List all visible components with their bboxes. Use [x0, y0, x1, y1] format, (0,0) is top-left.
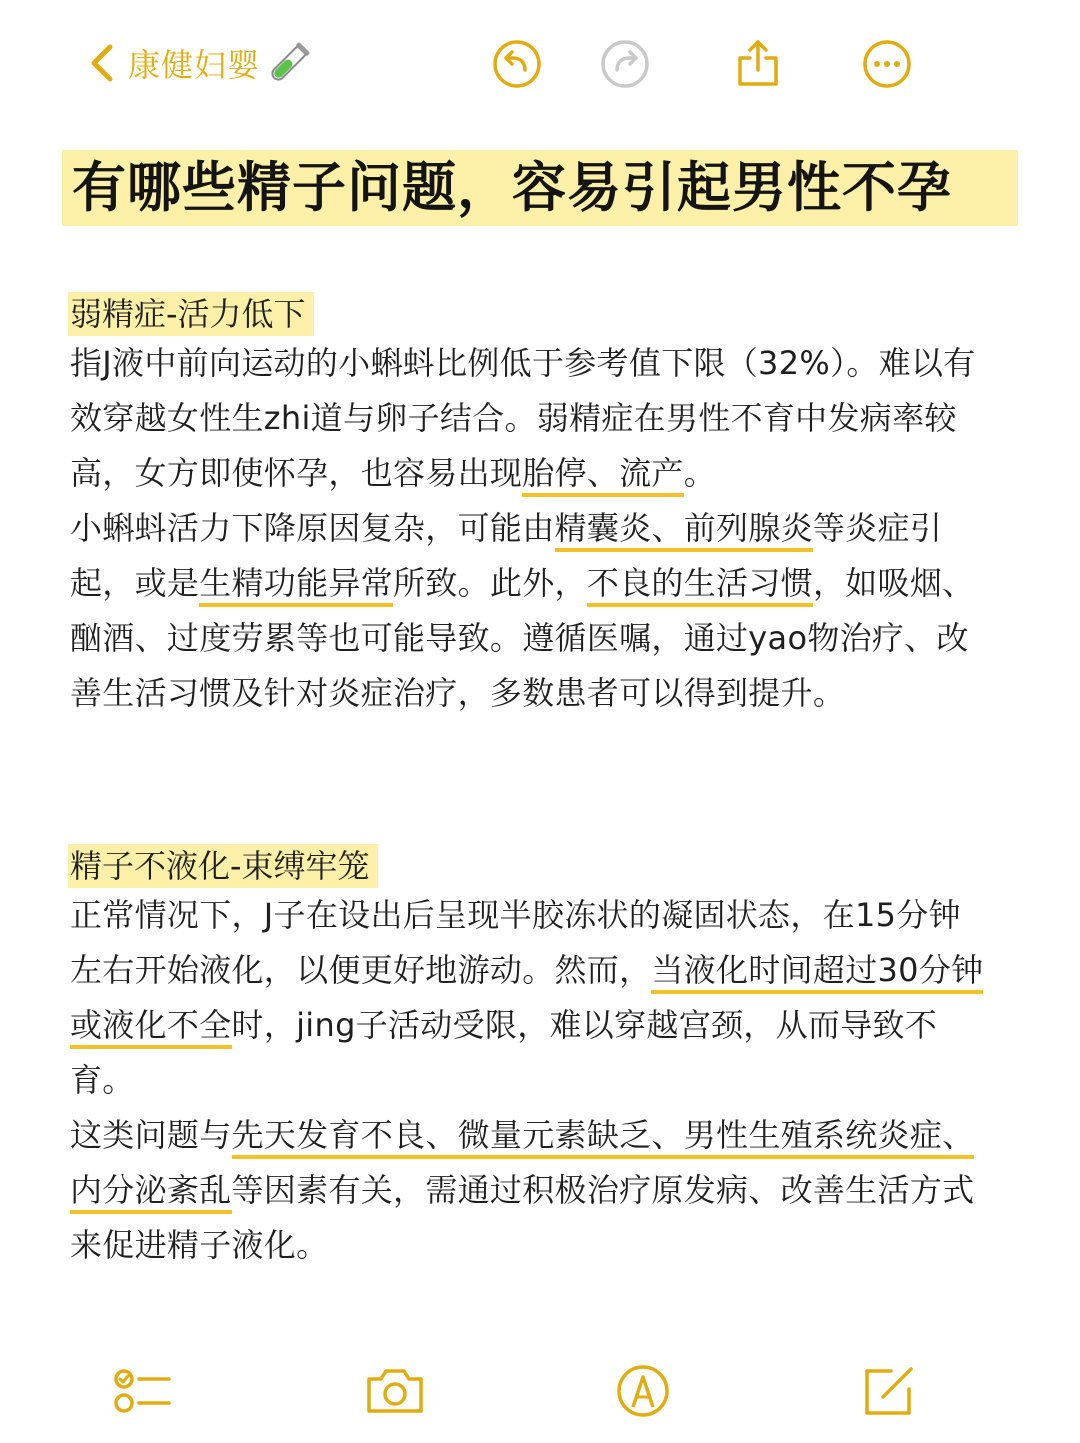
text-segment: 。 — [683, 454, 717, 492]
section-body — [70, 336, 990, 721]
text-segment: 指J液中前向运动的小蝌蚪比例低于参考值下限（32%）。难以有效穿越女性生zhi道与卵子结合。弱精症在男性不育中发病率较高，女方即使怀孕，也容易出现 — [70, 344, 976, 492]
redo-icon — [599, 38, 651, 90]
highlighted-text: 先天发育不良、微量元素缺乏、男性生殖系统炎症、内分泌紊乱 — [70, 1116, 974, 1214]
markup-pen-icon — [611, 1363, 675, 1419]
top-toolbar — [0, 0, 1080, 125]
highlighted-text: 当液化时间超过30分钟或液化不全 — [70, 951, 983, 1049]
text-segment: 这类问题与 — [70, 1116, 232, 1154]
compose-icon — [857, 1363, 921, 1419]
text-segment: 所致。此外， — [393, 564, 587, 602]
text-segment: 时，jing子活动受限，难以穿越宫颈，从而导致不育。 — [70, 1006, 938, 1099]
bottom-toolbar — [0, 1355, 1080, 1425]
section-weak-sperm — [70, 292, 990, 721]
text-segment: ，如吸烟、酗酒、过度劳累等也可能导致。遵循医嘱，通过yao物治疗、改善生活习惯及针对炎症治疗，多数患者可以得到提升。 — [70, 564, 975, 712]
section-heading: 精子不液化-束缚牢笼 — [68, 844, 378, 888]
text-segment: 等炎症引起，或是 — [70, 509, 943, 602]
section-body — [70, 888, 990, 1273]
undo-icon — [491, 38, 543, 90]
highlighted-text: 胎停、流产 — [522, 454, 684, 497]
paragraph — [70, 1108, 990, 1273]
undo-button[interactable] — [491, 38, 543, 90]
share-icon — [732, 38, 784, 90]
back-button[interactable] — [86, 38, 312, 88]
highlighted-text: 不良的生活习惯 — [587, 564, 813, 607]
share-button[interactable] — [732, 38, 784, 90]
camera-icon — [363, 1363, 427, 1419]
more-icon — [861, 38, 913, 90]
page-title: 有哪些精子问题，容易引起男性不孕 — [62, 150, 1018, 226]
text-segment: 小蝌蚪活力下降原因复杂，可能由 — [70, 509, 555, 547]
highlighted-text: 生精功能异常 — [199, 564, 393, 607]
chevron-left-icon — [86, 41, 116, 85]
section-heading: 弱精症-活力低下 — [68, 292, 314, 336]
text-segment: 等因素有关，需通过积极治疗原发病、改善生活方式来促进精子液化。 — [70, 1171, 975, 1264]
section-non-liquefaction — [70, 844, 990, 1273]
paragraph — [70, 336, 990, 501]
checklist-icon — [111, 1363, 175, 1419]
compose-button[interactable] — [857, 1363, 921, 1419]
camera-button[interactable] — [363, 1363, 427, 1419]
test-tube-icon — [266, 40, 312, 86]
text-segment: 正常情况下，J子在设出后呈现半胶冻状的凝固状态，在15分钟左右开始液化，以便更好地游动。然而， — [70, 896, 961, 989]
checklist-button[interactable] — [111, 1363, 175, 1419]
back-label: 康健妇婴 — [128, 46, 261, 84]
highlighted-text: 精囊炎、前列腺炎 — [555, 509, 813, 552]
paragraph — [70, 888, 990, 1108]
paragraph — [70, 501, 990, 721]
more-button[interactable] — [861, 38, 913, 90]
redo-button[interactable] — [599, 38, 651, 90]
markup-button[interactable] — [611, 1363, 675, 1419]
